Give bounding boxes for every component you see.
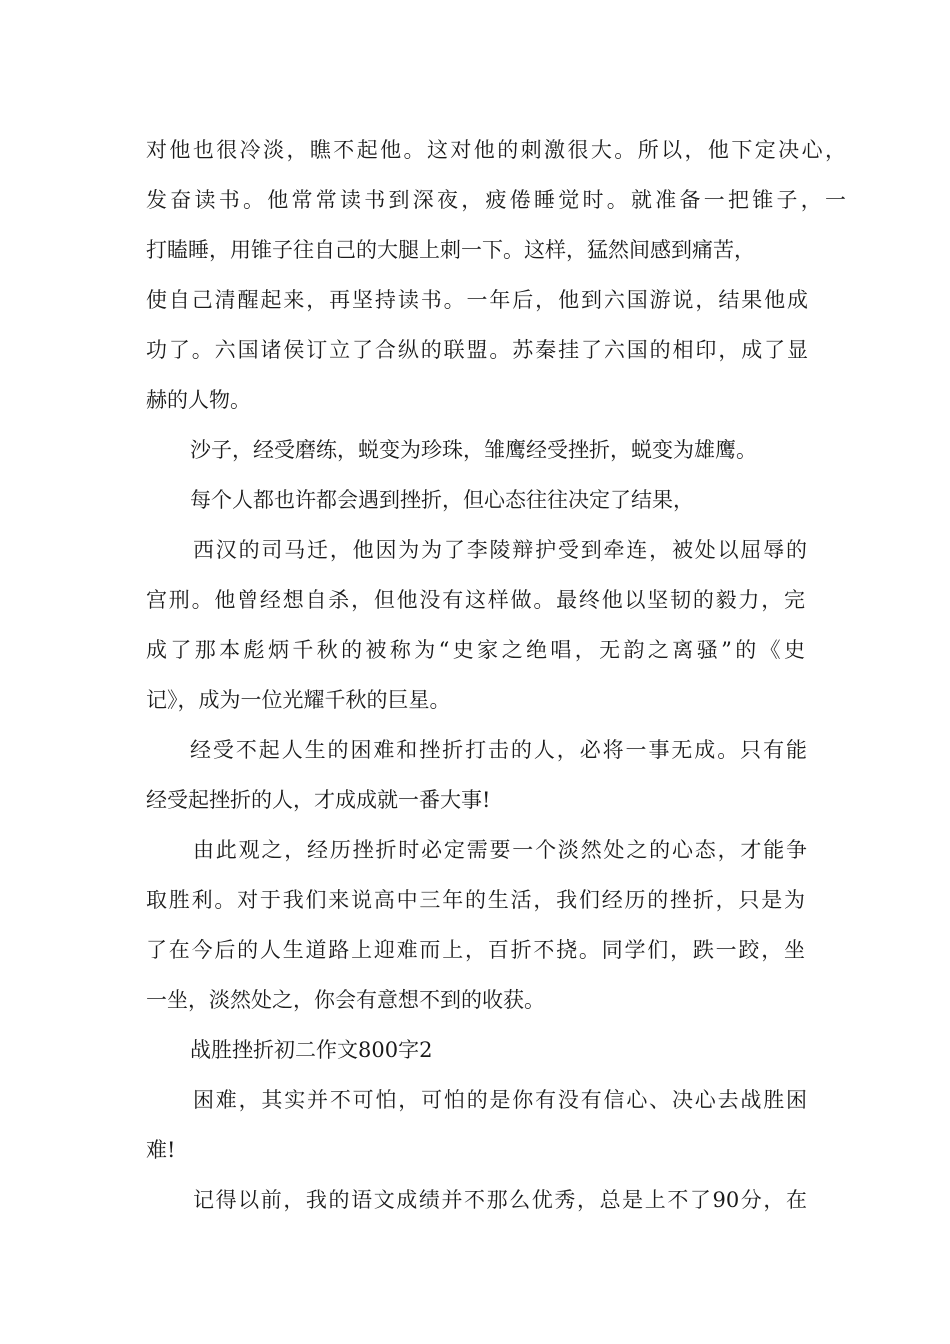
- text-line: 一坐，淡然处之，你会有意想不到的收获。: [146, 988, 545, 1012]
- text-line: 西汉的司马迁，他因为为了李陵辩护受到牵连，被处以屈辱的: [193, 538, 807, 562]
- text-line: 发奋读书。他常常读书到深夜，疲倦睡觉时。就准备一把锥子，一: [146, 188, 846, 212]
- text-line: 难!: [146, 1138, 176, 1162]
- text-line: 功了。六国诸侯订立了合纵的联盟。苏秦挂了六国的相印，成了显: [146, 338, 808, 362]
- text-line: 记得以前，我的语文成绩并不那么优秀，总是上不了90分，在: [193, 1188, 807, 1212]
- text-line: 宫刑。他曾经想自杀，但他没有这样做。最终他以坚韧的毅力，完: [146, 588, 805, 612]
- text-line: 打瞌睡，用锥子往自己的大腿上刺一下。这样，猛然间感到痛苦，: [146, 238, 755, 262]
- section-heading: 战胜挫折初二作文800字2: [190, 1038, 433, 1062]
- text-line: 经受不起人生的困难和挫折打击的人，必将一事无成。只有能: [190, 738, 807, 762]
- text-line: 由此观之，经历挫折时必定需要一个淡然处之的心态，才能争: [193, 838, 807, 862]
- text-line: 困难，其实并不可怕，可怕的是你有没有信心、决心去战胜困: [193, 1088, 807, 1112]
- text-line: 经受起挫折的人，才成成就一番大事!: [146, 788, 491, 812]
- text-line: 取胜利。对于我们来说高中三年的生活，我们经历的挫折，只是为: [146, 888, 805, 912]
- text-line: 每个人都也许都会遇到挫折，但心态往往决定了结果，: [190, 488, 694, 512]
- text-line: 沙子，经受磨练，蜕变为珍珠，雏鹰经受挫折，蜕变为雄鹰。: [190, 438, 757, 462]
- text-line: 使自己清醒起来，再坚持读书。一年后，他到六国游说，结果他成: [146, 288, 808, 312]
- text-line: 赫的人物。: [146, 388, 251, 412]
- text-line: 了在今后的人生道路上迎难而上，百折不挠。同学们，跌一跤，坐: [146, 938, 805, 962]
- text-line: 成了那本彪炳千秋的被称为“史家之绝唱，无韵之离骚”的《史: [146, 638, 805, 662]
- text-line: 对他也很冷淡，瞧不起他。这对他的刺激很大。所以，他下定决心，: [146, 138, 846, 162]
- text-line: 记》，成为一位光耀千秋的巨星。: [146, 688, 451, 712]
